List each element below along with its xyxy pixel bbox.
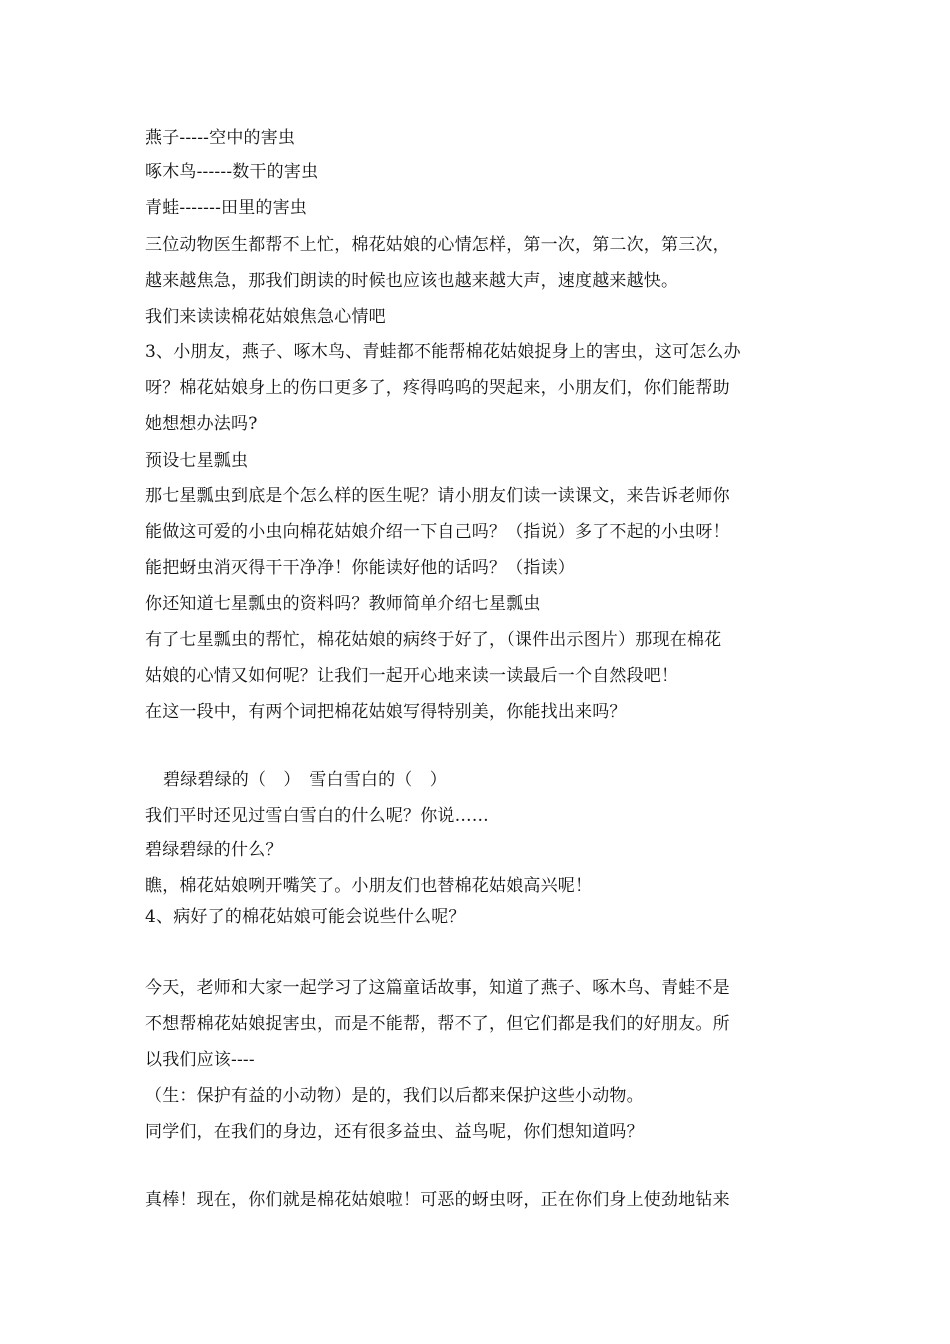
text-line: 4、病好了的棉花姑娘可能会说些什么呢？ xyxy=(145,907,466,927)
text-line: 真棒！现在，你们就是棉花姑娘啦！可恶的蚜虫呀，正在你们身上使劲地钻来 xyxy=(145,1190,730,1210)
text-line: 在这一段中，有两个词把棉花姑娘写得特别美，你能找出来吗？ xyxy=(145,702,627,722)
text-line: 越来越焦急，那我们朗读的时候也应该也越来越大声，速度越来越快。 xyxy=(145,271,679,291)
text-line: 瞧，棉花姑娘咧开嘴笑了。小朋友们也替棉花姑娘高兴呢！ xyxy=(145,876,593,896)
text-line: 不想帮棉花姑娘捉害虫，而是不能帮，帮不了，但它们都是我们的好朋友。所 xyxy=(145,1014,730,1034)
text-line: 预设七星瓢虫 xyxy=(145,451,249,471)
text-line: 啄木鸟------数干的害虫 xyxy=(145,162,319,182)
text-line: 那七星瓢虫到底是个怎么样的医生呢？请小朋友们读一读课文，来告诉老师你 xyxy=(145,486,730,506)
text-line: 同学们，在我们的身边，还有很多益虫、益鸟呢，你们想知道吗？ xyxy=(145,1122,644,1142)
text-line: 青蛙-------田里的害虫 xyxy=(145,198,308,218)
text-line: 能做这可爱的小虫向棉花姑娘介绍一下自己吗？（指说）多了不起的小虫呀！ xyxy=(145,522,730,542)
text-line: 你还知道七星瓢虫的资料吗？教师简单介绍七星瓢虫 xyxy=(145,594,541,614)
text-line: 能把蚜虫消灭得干干净净！你能读好他的话吗？（指读） xyxy=(145,558,575,578)
text-line: 呀？棉花姑娘身上的伤口更多了，疼得呜呜的哭起来，小朋友们，你们能帮助 xyxy=(145,378,730,398)
text-line: 碧绿碧绿的什么？ xyxy=(145,840,283,860)
text-line: 三位动物医生都帮不上忙，棉花姑娘的心情怎样，第一次，第二次，第三次， xyxy=(145,235,730,255)
text-line: （生：保护有益的小动物）是的，我们以后都来保护这些小动物。 xyxy=(145,1086,644,1106)
text-line: 燕子-----空中的害虫 xyxy=(145,128,296,148)
text-line: 我们平时还见过雪白雪白的什么呢？你说…… xyxy=(145,806,489,826)
text-line: 有了七星瓢虫的帮忙，棉花姑娘的病终于好了，（课件出示图片）那现在棉花 xyxy=(145,630,722,650)
text-line: 姑娘的心情又如何呢？让我们一起开心地来读一读最后一个自然段吧！ xyxy=(145,666,679,686)
text-line: 今天，老师和大家一起学习了这篇童话故事，知道了燕子、啄木鸟、青蛙不是 xyxy=(145,978,730,998)
text-line: 碧绿碧绿的（ ） 雪白雪白的（ ） xyxy=(163,770,447,790)
text-line: 以我们应该---- xyxy=(145,1050,255,1070)
text-line: 3、小朋友，燕子、啄木鸟、青蛙都不能帮棉花姑娘捉身上的害虫，这可怎么办 xyxy=(145,342,741,362)
text-line: 她想想办法吗? xyxy=(145,414,258,434)
text-line: 我们来读读棉花姑娘焦急心情吧 xyxy=(145,307,386,327)
